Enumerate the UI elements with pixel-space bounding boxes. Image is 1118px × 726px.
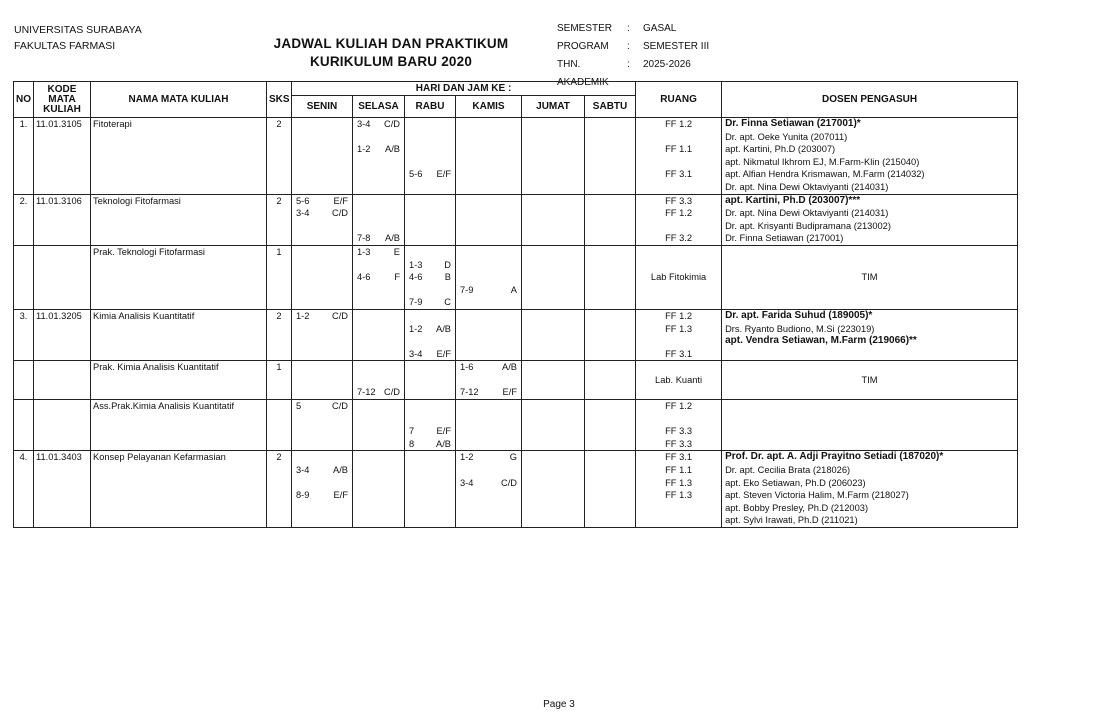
cell-dosen-tim: TIM bbox=[722, 245, 1018, 309]
slot-class: D bbox=[444, 259, 451, 270]
meta-program: PROGRAM : SEMESTER III bbox=[557, 41, 710, 52]
cell-kode bbox=[34, 400, 91, 451]
cell-no: 4. bbox=[14, 451, 34, 528]
slot-class: E/F bbox=[502, 387, 517, 398]
cell-kode: 11.01.3403 bbox=[34, 451, 91, 528]
cell-senin bbox=[292, 361, 353, 400]
cell-jumat bbox=[522, 245, 585, 309]
slot-class: E/F bbox=[333, 490, 348, 501]
lecturer-name: Dr. Finna Setiawan (217001)* bbox=[725, 118, 861, 129]
time-slot bbox=[355, 118, 402, 131]
slot-class: C/D bbox=[383, 387, 400, 398]
slot-class: C bbox=[444, 297, 451, 308]
slot-hours: 7-9 bbox=[460, 284, 474, 295]
cell-dosen bbox=[722, 451, 1018, 528]
lecturer-name: apt. Bobby Presley, Ph.D (212003) bbox=[725, 502, 869, 513]
slot-class: C/D bbox=[331, 310, 348, 321]
cell-sks: 2 bbox=[267, 118, 292, 195]
cell-kode bbox=[34, 361, 91, 400]
slot-hours: 1-2 bbox=[296, 310, 310, 321]
cell-no: 3. bbox=[14, 309, 34, 360]
slot-class: G bbox=[509, 452, 517, 463]
cell-no: 2. bbox=[14, 194, 34, 245]
room-label: FF 1.3 bbox=[665, 490, 692, 501]
time-slot bbox=[458, 386, 519, 399]
lecturer-name: Dr. apt. Oeke Yunita (207011) bbox=[725, 131, 848, 142]
lecturer-name: Dr. apt. Cecilia Brata (218026) bbox=[725, 465, 851, 476]
cell-rabu bbox=[405, 245, 456, 309]
slot-hours: 3-4 bbox=[296, 208, 310, 219]
cell-ruang bbox=[636, 400, 722, 451]
cell-sabtu bbox=[585, 400, 636, 451]
slot-hours: 1-2 bbox=[357, 144, 371, 155]
room-label: FF 3.1 bbox=[665, 452, 692, 463]
lecturer-name: apt. Alfian Hendra Krismawan, M.Farm (214032) bbox=[725, 169, 925, 180]
col-rabu: RABU bbox=[405, 96, 456, 118]
cell-ruang: Lab. Kuanti bbox=[636, 361, 722, 400]
cell-sks: 2 bbox=[267, 451, 292, 528]
room-label: FF 3.3 bbox=[665, 438, 692, 449]
time-slot bbox=[355, 246, 402, 259]
cell-kamis bbox=[456, 309, 522, 360]
room-label: FF 1.1 bbox=[665, 465, 692, 476]
slot-hours: 5-6 bbox=[409, 169, 423, 180]
lecturer-name: apt. Kartini, Ph.D (203007)*** bbox=[725, 194, 861, 206]
slot-class: C/D bbox=[383, 119, 400, 129]
cell-selasa bbox=[353, 309, 405, 360]
slot-hours: 1-2 bbox=[460, 452, 474, 463]
cell-no bbox=[14, 361, 34, 400]
cell-sks: 1 bbox=[267, 245, 292, 309]
slot-hours: 1-2 bbox=[409, 323, 423, 334]
cell-nama: Kimia Analisis Kuantitatif bbox=[91, 309, 267, 360]
cell-kode: 11.01.3105 bbox=[34, 118, 91, 195]
time-slot bbox=[355, 271, 402, 284]
slot-class: A/B bbox=[436, 323, 451, 334]
cell-dosen bbox=[722, 194, 1018, 245]
slot-hours: 5-6 bbox=[296, 195, 310, 206]
time-slot bbox=[458, 361, 519, 374]
cell-senin bbox=[292, 451, 353, 528]
slot-class: E bbox=[393, 246, 400, 257]
university-name: UNIVERSITAS SURABAYA bbox=[14, 24, 142, 36]
lecturer-name: apt. Vendra Setiawan, M.Farm (219066)** bbox=[725, 335, 917, 347]
slot-class: C/D bbox=[331, 208, 348, 219]
slot-class: A/B bbox=[502, 362, 517, 373]
schedule-table bbox=[13, 81, 1018, 528]
cell-ruang bbox=[636, 118, 722, 195]
slot-hours: 7-12 bbox=[357, 387, 376, 398]
lecturer-name: apt. Steven Victoria Halim, M.Farm (218027) bbox=[725, 490, 909, 501]
cell-no bbox=[14, 400, 34, 451]
room-label: FF 1.1 bbox=[665, 144, 692, 155]
col-dosen: DOSEN PENGASUH bbox=[722, 82, 1018, 118]
cell-nama: Teknologi Fitofarmasi bbox=[91, 194, 267, 245]
cell-rabu bbox=[405, 194, 456, 245]
cell-rabu bbox=[405, 400, 456, 451]
cell-selasa bbox=[353, 451, 405, 528]
time-slot bbox=[294, 489, 350, 502]
cell-nama: Konsep Pelayanan Kefarmasian bbox=[91, 451, 267, 528]
slot-hours: 7-12 bbox=[460, 387, 479, 398]
cell-rabu bbox=[405, 309, 456, 360]
cell-kamis bbox=[456, 400, 522, 451]
slot-hours: 1-3 bbox=[409, 259, 423, 270]
room-label: FF 3.3 bbox=[665, 426, 692, 437]
room-label: FF 1.2 bbox=[665, 208, 692, 219]
slot-class: A/B bbox=[333, 465, 348, 476]
cell-nama: Ass.Prak.Kimia Analisis Kuantitatif bbox=[91, 400, 267, 451]
cell-kode bbox=[34, 245, 91, 309]
slot-hours: 3-4 bbox=[296, 465, 310, 476]
cell-no: 1. bbox=[14, 118, 34, 195]
cell-selasa bbox=[353, 400, 405, 451]
lecturer-name: Dr. Finna Setiawan (217001) bbox=[725, 233, 844, 244]
cell-dosen-tim: TIM bbox=[722, 361, 1018, 400]
cell-jumat bbox=[522, 118, 585, 195]
title-line-2: KURIKULUM BARU 2020 bbox=[309, 54, 473, 69]
room-label: FF 3.3 bbox=[665, 195, 692, 206]
cell-nama: Prak. Kimia Analisis Kuantitatif bbox=[91, 361, 267, 400]
cell-sks: 2 bbox=[267, 194, 292, 245]
cell-jumat bbox=[522, 194, 585, 245]
lecturer-name: Dr. apt. Farida Suhud (189005)* bbox=[725, 309, 873, 321]
meta-academic-year: THN. AKADEMIK : 2025-2026 bbox=[557, 59, 691, 88]
col-nama: NAMA MATA KULIAH bbox=[91, 82, 267, 118]
table-row bbox=[14, 451, 1018, 528]
time-slot bbox=[458, 477, 519, 490]
time-slot bbox=[407, 259, 453, 272]
lecturer-name: Dr. apt. Nina Dewi Oktaviyanti (214031) bbox=[725, 208, 889, 219]
slot-hours: 7-9 bbox=[409, 297, 423, 308]
time-slot bbox=[294, 464, 350, 477]
document-title bbox=[262, 35, 520, 71]
col-no: NO bbox=[14, 82, 34, 118]
lecturer-name: Dr. apt. Krisyanti Budipramana (213002) bbox=[725, 220, 891, 231]
slot-hours: 8-9 bbox=[296, 490, 310, 501]
cell-kamis bbox=[456, 245, 522, 309]
col-jumat: JUMAT bbox=[522, 96, 585, 118]
slot-class: E/F bbox=[333, 195, 348, 206]
cell-jumat bbox=[522, 400, 585, 451]
slot-hours: 8 bbox=[409, 438, 415, 449]
institution-block bbox=[14, 22, 142, 54]
cell-kamis bbox=[456, 194, 522, 245]
room-label: FF 1.2 bbox=[665, 119, 692, 129]
slot-hours: 7 bbox=[409, 426, 415, 437]
cell-jumat bbox=[522, 451, 585, 528]
cell-nama: Fitoterapi bbox=[91, 118, 267, 195]
lecturer-name: apt. Nikmatul Ikhrom EJ, M.Farm-Klin (215040) bbox=[725, 156, 920, 167]
slot-hours: 1-6 bbox=[460, 362, 474, 373]
slot-class: A/B bbox=[385, 233, 400, 244]
cell-jumat bbox=[522, 361, 585, 400]
cell-kode: 11.01.3205 bbox=[34, 309, 91, 360]
cell-sabtu bbox=[585, 194, 636, 245]
col-kamis: KAMIS bbox=[456, 96, 522, 118]
time-slot bbox=[294, 310, 350, 323]
cell-selasa bbox=[353, 361, 405, 400]
time-slot bbox=[407, 425, 453, 438]
cell-selasa bbox=[353, 118, 405, 195]
table-row bbox=[14, 245, 1018, 309]
cell-senin bbox=[292, 245, 353, 309]
cell-jumat bbox=[522, 309, 585, 360]
cell-sabtu bbox=[585, 361, 636, 400]
col-ruang: RUANG bbox=[636, 82, 722, 118]
time-slot bbox=[407, 168, 453, 181]
table-row bbox=[14, 118, 1018, 195]
time-slot bbox=[294, 207, 350, 220]
cell-ruang bbox=[636, 309, 722, 360]
slot-hours: 5 bbox=[296, 401, 302, 412]
lecturer-name: apt. Eko Setiawan, Ph.D (206023) bbox=[725, 477, 866, 488]
title-line-1: JADWAL KULIAH DAN PRAKTIKUM bbox=[273, 36, 509, 51]
col-hari: HARI DAN JAM KE : bbox=[292, 82, 636, 96]
time-slot bbox=[458, 284, 519, 297]
col-selasa: SELASA bbox=[353, 96, 405, 118]
slot-class: A/B bbox=[436, 438, 451, 449]
col-sabtu: SABTU bbox=[585, 96, 636, 118]
time-slot bbox=[355, 386, 402, 399]
slot-hours: 3-4 bbox=[460, 477, 474, 488]
cell-dosen bbox=[722, 118, 1018, 195]
cell-sks: 2 bbox=[267, 309, 292, 360]
time-slot bbox=[355, 143, 402, 156]
cell-rabu bbox=[405, 451, 456, 528]
time-slot bbox=[407, 323, 453, 336]
lecturer-name: Prof. Dr. apt. A. Adji Prayitno Setiadi (187020)* bbox=[725, 451, 944, 463]
room-label: FF 3.1 bbox=[665, 169, 692, 180]
cell-sabtu bbox=[585, 451, 636, 528]
time-slot bbox=[407, 438, 453, 451]
table-row bbox=[14, 309, 1018, 360]
lecturer-name: Drs. Ryanto Budiono, M.Si (223019) bbox=[725, 323, 875, 334]
cell-nama: Prak. Teknologi Fitofarmasi bbox=[91, 245, 267, 309]
cell-kamis bbox=[456, 118, 522, 195]
cell-sks bbox=[267, 400, 292, 451]
room-label: FF 1.3 bbox=[665, 323, 692, 334]
slot-hours: 3-4 bbox=[357, 119, 371, 129]
lecturer-name: apt. Kartini, Ph.D (203007) bbox=[725, 144, 836, 155]
slot-class: E/F bbox=[436, 426, 451, 437]
cell-kode: 11.01.3106 bbox=[34, 194, 91, 245]
room-label: FF 1.2 bbox=[665, 310, 692, 321]
faculty-name: FAKULTAS FARMASI bbox=[14, 40, 116, 52]
slot-hours: 7-8 bbox=[357, 233, 371, 244]
lecturer-name: apt. Sylvi Irawati, Ph.D (211021) bbox=[725, 515, 858, 526]
cell-sks: 1 bbox=[267, 361, 292, 400]
cell-ruang bbox=[636, 194, 722, 245]
cell-ruang bbox=[636, 451, 722, 528]
room-label: FF 3.1 bbox=[665, 348, 692, 359]
cell-ruang: Lab Fitokimia bbox=[636, 245, 722, 309]
cell-rabu bbox=[405, 118, 456, 195]
cell-kamis bbox=[456, 361, 522, 400]
slot-hours: 3-4 bbox=[409, 348, 423, 359]
room-label: FF 1.2 bbox=[665, 401, 692, 412]
time-slot bbox=[294, 195, 350, 208]
cell-senin bbox=[292, 118, 353, 195]
room-label: FF 1.3 bbox=[665, 477, 692, 488]
cell-sabtu bbox=[585, 245, 636, 309]
slot-class: A/B bbox=[385, 144, 400, 155]
lecturer-name: Dr. apt. Nina Dewi Oktaviyanti (214031) bbox=[725, 181, 889, 192]
time-slot bbox=[458, 451, 519, 464]
cell-senin bbox=[292, 309, 353, 360]
cell-sabtu bbox=[585, 309, 636, 360]
time-slot bbox=[407, 271, 453, 284]
page-number: Page 3 bbox=[543, 699, 575, 710]
table-row bbox=[14, 194, 1018, 245]
room-label: FF 3.2 bbox=[665, 233, 692, 244]
slot-hours: 4-6 bbox=[409, 272, 423, 283]
time-slot bbox=[407, 296, 453, 309]
cell-senin bbox=[292, 194, 353, 245]
time-slot bbox=[407, 348, 453, 361]
cell-dosen bbox=[722, 400, 1018, 451]
cell-no bbox=[14, 245, 34, 309]
cell-selasa bbox=[353, 194, 405, 245]
table-row bbox=[14, 361, 1018, 400]
cell-kamis bbox=[456, 451, 522, 528]
time-slot bbox=[294, 400, 350, 413]
slot-class: F bbox=[394, 272, 400, 283]
col-sks: SKS bbox=[267, 82, 292, 118]
cell-selasa bbox=[353, 245, 405, 309]
table-row bbox=[14, 400, 1018, 451]
slot-hours: 4-6 bbox=[357, 272, 371, 283]
slot-class: C/D bbox=[500, 477, 517, 488]
col-senin: SENIN bbox=[292, 96, 353, 118]
cell-rabu bbox=[405, 361, 456, 400]
meta-semester: SEMESTER : GASAL bbox=[557, 23, 677, 34]
cell-senin bbox=[292, 400, 353, 451]
slot-class: C/D bbox=[331, 401, 348, 412]
col-kode: KODE MATA KULIAH bbox=[34, 82, 91, 118]
slot-class: E/F bbox=[436, 348, 451, 359]
slot-class: A bbox=[510, 284, 517, 295]
slot-class: E/F bbox=[436, 169, 451, 180]
slot-class: B bbox=[444, 272, 451, 283]
cell-sabtu bbox=[585, 118, 636, 195]
cell-dosen bbox=[722, 309, 1018, 360]
time-slot bbox=[355, 232, 402, 245]
slot-hours: 1-3 bbox=[357, 246, 371, 257]
